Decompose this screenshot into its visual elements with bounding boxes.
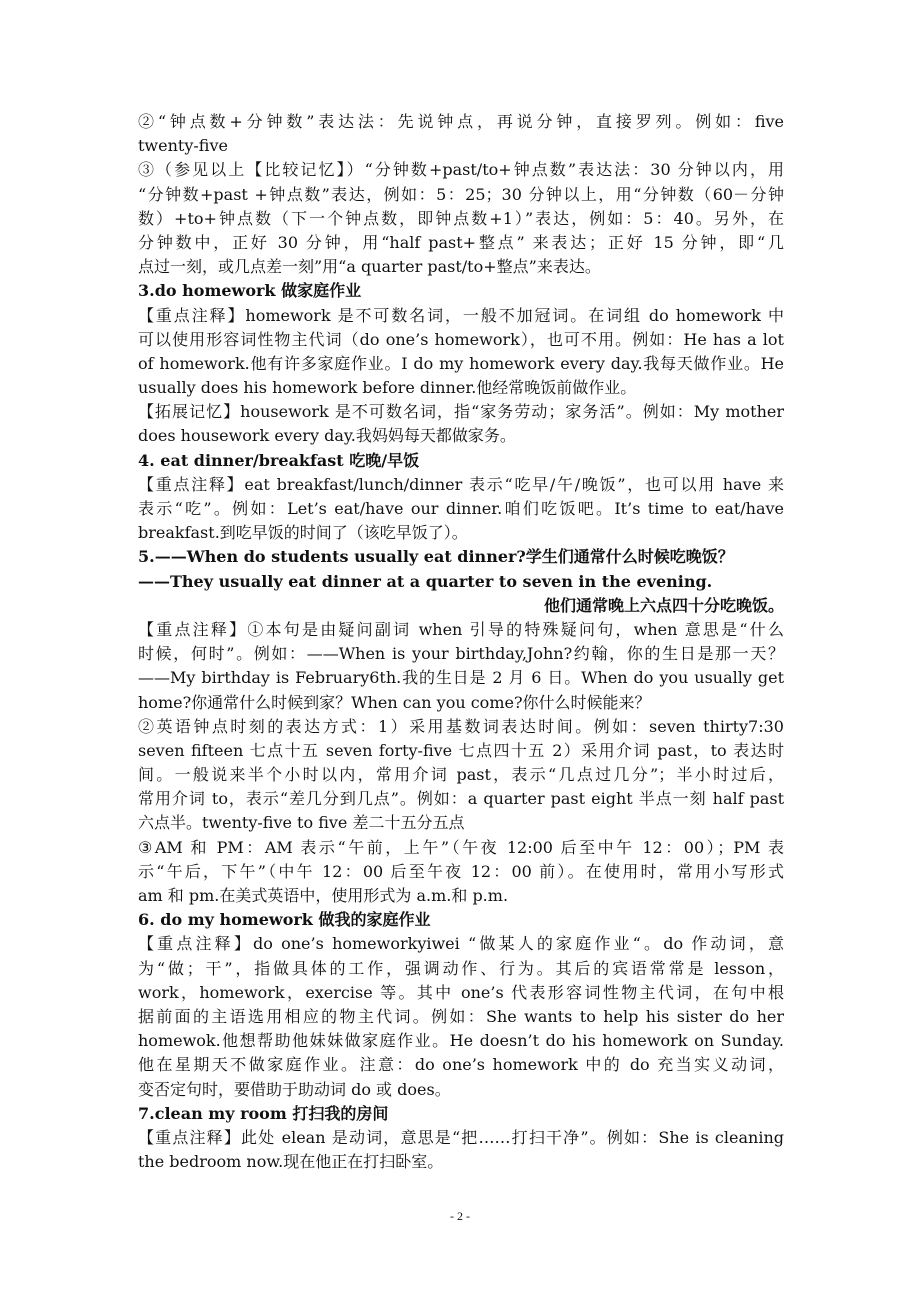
text-line: home?你通常什么时候到家？When can you come?你什么时候能来？ [138,692,651,712]
text-line: twenty-five [138,136,228,156]
text-line: am 和 pm.在美式英语中，使用形式为 a.m.和 p.m. [138,886,509,905]
text-line: 4. eat dinner/breakfast 吃晚/早饭 [138,450,420,470]
text-line: 时候，何时”。例如：——When is your birthday,John?约翰，你的生日是那一天？ [138,644,784,664]
text-line: ②“钟点数+分钟数”表达法：先说钟点，再说分钟，直接罗列。例如：five [138,112,784,131]
text-line: 【重点注释】eat breakfast/lunch/dinner 表示“吃早/午/晚饭”，也可以用 have 来 [138,474,784,494]
text-line: 为“做；干”，指做具体的工作，强调动作、行为。其后的宾语常常是 lesson， [138,958,784,978]
text-line: ——They usually eat dinner at a quarter to seven in the evening. [138,571,713,591]
text-line: 六点半。twenty-five to five 差二十五分五点 [138,813,465,833]
text-line: 点过一刻，或几点差一刻”用“a quarter past/to+整点”来表达。 [138,257,601,277]
text-line: “分钟数+past +钟点数”表达，例如：5：25；30 分钟以上，用“分钟数（60－分钟 [138,184,784,204]
text-line: 数）+to+钟点数（下一个钟点数，即钟点数+1）”表达，例如：5：40。另外，在 [138,208,784,228]
text-line: ③AM 和 PM：AM 表示“午前，上午”（午夜 12:00 后至中午 12：00）；PM 表 [138,837,784,857]
document-body [138,110,784,1174]
text-line: 【拓展记忆】housework 是不可数名词，指“家务劳动；家务活”。例如：My mother [138,402,784,422]
text-line: 【重点注释】homework 是不可数名词，一般不加冠词。在词组 do homework 中 [138,305,784,325]
text-line: 【重点注释】①本句是由疑问副词 when 引导的特殊疑问句，when 意思是“什么 [138,619,784,639]
text-line: 表示“吃”。例如：Let’s eat/have our dinner.咱们吃饭吧。It’s time to eat/have [138,499,784,518]
text-line: 3.do homework 做家庭作业 [138,281,362,301]
text-line: breakfast.到吃早饭的时间了（该吃早饭了）。 [138,523,468,543]
text-line: homewok.他想帮助他妹妹做家庭作业。He doesn’t do his homework on Sunday. [138,1031,784,1051]
text-line: the bedroom now.现在他正在打扫卧室。 [138,1152,444,1172]
text-line: 6. do my homework 做我的家庭作业 [138,910,431,930]
text-line: 示“午后，下午”（中午 12：00 后至午夜 12：00 前）。在使用时，常用小写形式 [138,861,784,881]
text-line: 变否定句时，要借助于助动词 do 或 does。 [138,1079,451,1099]
text-line: 分钟数中，正好 30 分钟，用“half past+整点” 来表达；正好 15 分钟，即“几 [138,232,784,252]
text-line: ②英语钟点时刻的表达方式：1）采用基数词表达时间。例如：seven thirty7:30 [138,716,784,736]
text-line: 常用介词 to，表示“差几分到几点”。例如：a quarter past eight 半点一刻 half past [138,789,784,809]
text-line: ③（参见以上【比较记忆】）“分钟数+past/to+钟点数”表达法：30 分钟以内，用 [138,160,784,180]
text-line: 他们通常晚上六点四十分吃晚饭。 [543,595,784,615]
text-line: 7.clean my room 打扫我的房间 [138,1103,389,1123]
text-line: 【重点注释】此处 elean 是动词，意思是“把……打扫干净”。例如：She is cleaning [138,1127,784,1147]
text-line: does housework every day.我妈妈每天都做家务。 [138,426,516,446]
text-line: 可以使用形容词性物主代词（do one’s homework），也可不用。例如：He has a lot [138,329,784,349]
text-line: 5.——When do students usually eat dinner?学生们通常什么时候吃晚饭？ [138,547,734,567]
text-line: of homework.他有许多家庭作业。I do my homework every day.我每天做作业。He [138,353,784,373]
text-line: usually does his homework before dinner.他经常晚饭前做作业。 [138,378,637,398]
text-line: 他在星期天不做家庭作业。注意：do one’s homework 中的 do 充当实义动词， [138,1055,784,1075]
text-line: ——My birthday is February6th.我的生日是 2 月 6 日。When do you usually get [138,668,784,688]
text-line: work，homework，exercise 等。其中 one’s 代表形容词性物主代词，在句中根 [138,982,784,1002]
text-line: seven fifteen 七点十五 seven forty-five 七点四十五 2）采用介词 past，to 表达时 [138,740,784,760]
text-line: 据前面的主语选用相应的物主代词。例如：She wants to help his sister do her [138,1006,784,1026]
page-number: - 2 - [450,1209,470,1223]
text-line: 【重点注释】do one’s homeworkyiwei “做某人的家庭作业“。do 作动词，意 [138,934,784,954]
text-line: 间。一般说来半个小时以内，常用介词 past，表示“几点过几分”；半小时过后， [138,765,784,785]
